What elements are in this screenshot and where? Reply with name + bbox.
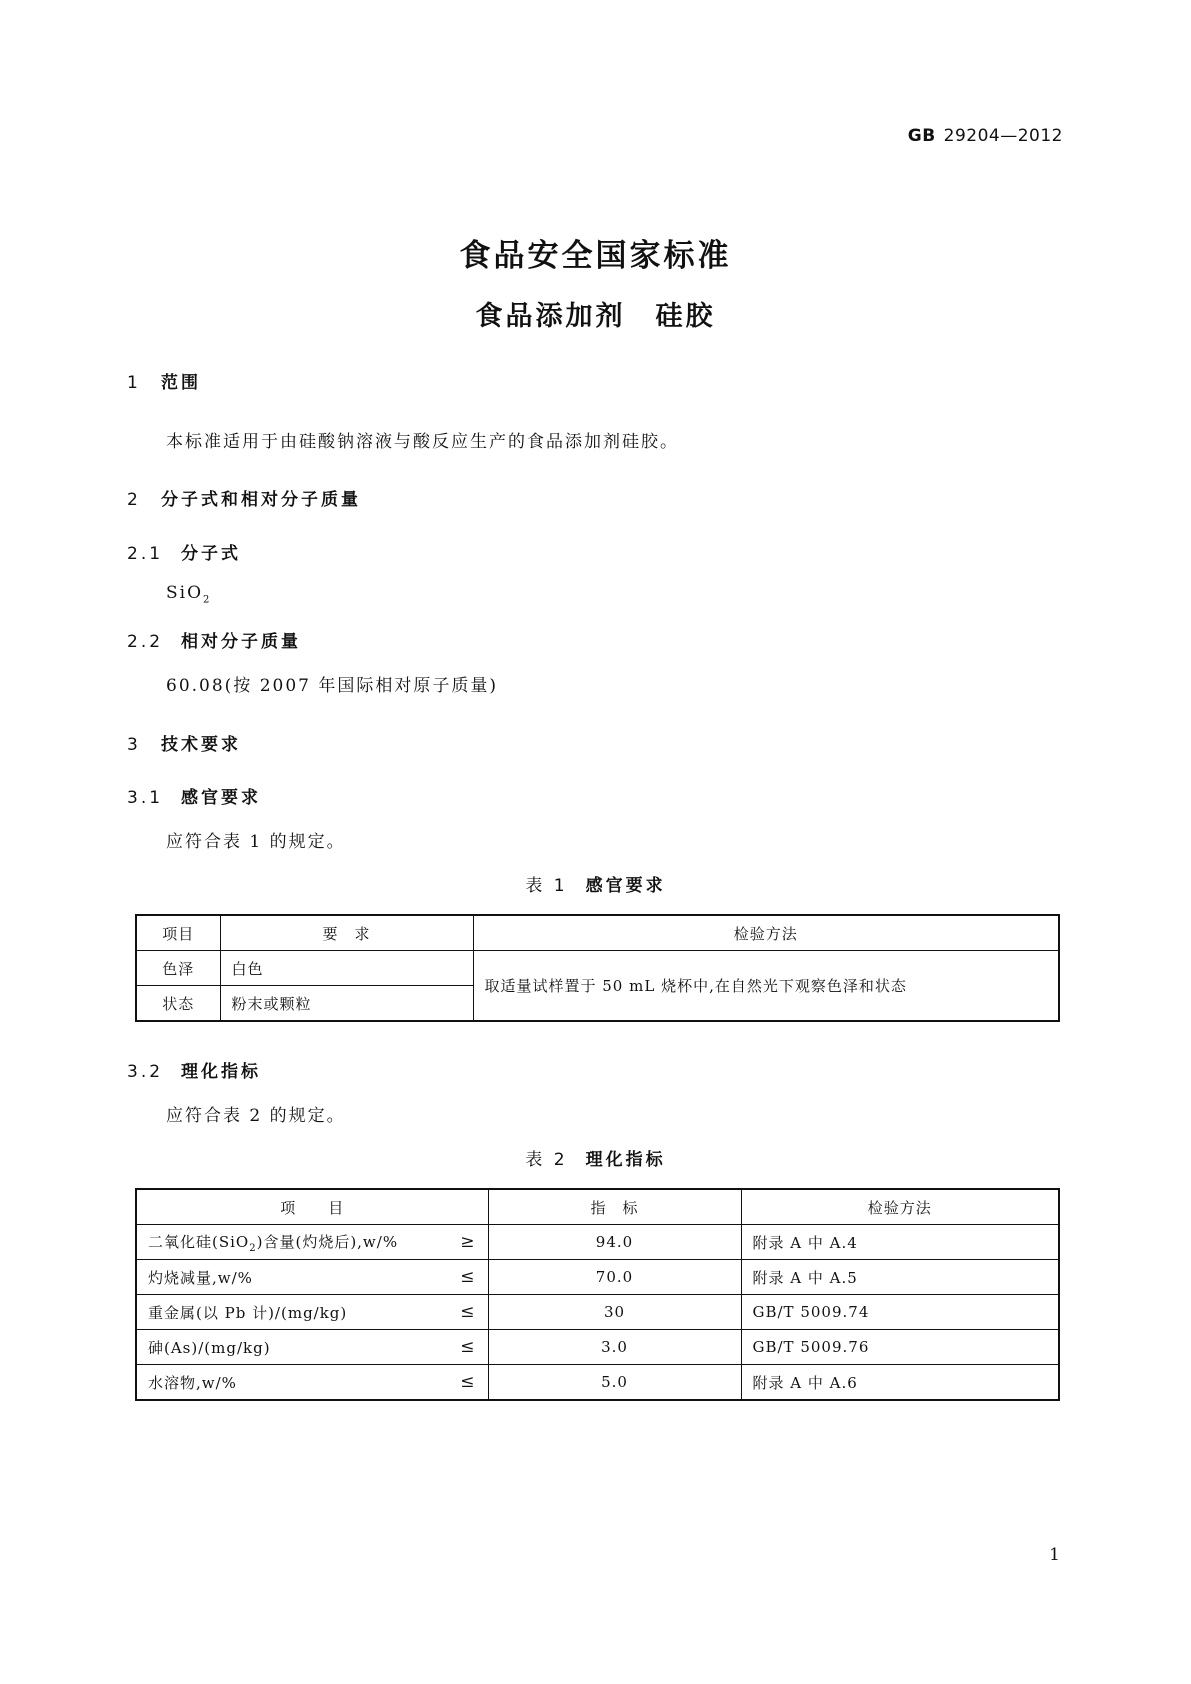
table-number: 表 2	[525, 1150, 568, 1170]
section-1-heading	[127, 368, 201, 393]
standard-subtitle: 食品添加剂 硅胶	[475, 301, 716, 332]
section-number: 3.1	[127, 788, 164, 808]
table-row	[136, 1295, 1059, 1330]
cell-value: 3.0	[488, 1330, 741, 1365]
table-row	[136, 1365, 1059, 1401]
standard-title: 食品安全国家标准	[459, 238, 732, 274]
page-number: 1	[1049, 1545, 1060, 1565]
cell-method: GB/T 5009.74	[741, 1295, 1059, 1330]
molecular-formula: SiO$_2$	[166, 583, 212, 606]
table-row	[136, 1330, 1059, 1365]
cell-value: 70.0	[488, 1260, 741, 1295]
table-row	[136, 1225, 1059, 1260]
section-3-2-heading	[127, 1057, 261, 1082]
section-title: 技术要求	[161, 735, 241, 755]
document-number	[908, 126, 1063, 146]
section-3-1-text: 应符合表 1 的规定。	[166, 832, 346, 852]
table-title: 理化指标	[585, 1150, 666, 1170]
column-header-indicator: 指 标	[488, 1189, 741, 1225]
cell-requirement: 白色	[220, 951, 473, 986]
section-title: 分子式和相对分子质量	[161, 490, 361, 510]
column-header-method: 检验方法	[473, 915, 1059, 951]
column-header-requirement: 要 求	[220, 915, 473, 951]
cell-item: 二氧化硅(SiO$_2$)含量(灼烧后),w/% ≥	[136, 1225, 488, 1260]
table-row	[136, 951, 1059, 986]
cell-method: 附录 A 中 A.5	[741, 1260, 1059, 1295]
table-header-row	[136, 915, 1059, 951]
section-number: 1	[127, 373, 141, 393]
section-number: 3	[127, 735, 141, 755]
table-2-caption	[0, 1145, 1191, 1170]
section-number: 2.1	[127, 544, 164, 564]
section-title: 感官要求	[181, 788, 261, 808]
table-title: 感官要求	[585, 876, 666, 896]
comparison-symbol: ≤	[460, 1372, 476, 1392]
cell-item: 重金属(以 Pb 计)/(mg/kg) ≤	[136, 1295, 488, 1330]
cell-method: 附录 A 中 A.4	[741, 1225, 1059, 1260]
section-title: 理化指标	[181, 1062, 261, 1082]
cell-item: 砷(As)/(mg/kg) ≤	[136, 1330, 488, 1365]
cell-value: 30	[488, 1295, 741, 1330]
doc-number: 29204—2012	[943, 126, 1063, 146]
column-header-item: 项 目	[136, 1189, 488, 1225]
column-header-item: 项目	[136, 915, 220, 951]
section-title: 范围	[161, 373, 201, 393]
section-number: 2	[127, 490, 141, 510]
table-1-caption	[0, 871, 1191, 896]
comparison-symbol: ≤	[460, 1337, 476, 1357]
comparison-symbol: ≥	[460, 1232, 476, 1252]
comparison-symbol: ≤	[460, 1267, 476, 1287]
cell-item: 灼烧减量,w/% ≤	[136, 1260, 488, 1295]
section-3-2-text: 应符合表 2 的规定。	[166, 1106, 346, 1126]
table-row	[136, 1260, 1059, 1295]
section-title: 分子式	[181, 544, 241, 564]
cell-item: 状态	[136, 986, 220, 1022]
section-number: 2.2	[127, 632, 164, 652]
section-1-text: 本标准适用于由硅酸钠溶液与酸反应生产的食品添加剂硅胶。	[166, 432, 679, 452]
sensory-requirements-table	[135, 914, 1060, 1022]
column-header-method: 检验方法	[741, 1189, 1059, 1225]
cell-method: 附录 A 中 A.6	[741, 1365, 1059, 1401]
table-header-row	[136, 1189, 1059, 1225]
section-2-2-heading	[127, 627, 301, 652]
table-number: 表 1	[525, 876, 568, 896]
section-title: 相对分子质量	[181, 632, 301, 652]
section-2-1-heading	[127, 539, 241, 564]
section-2-heading	[127, 485, 361, 510]
section-number: 3.2	[127, 1062, 164, 1082]
cell-item: 色泽	[136, 951, 220, 986]
section-3-1-heading	[127, 783, 261, 808]
doc-prefix: GB	[907, 126, 936, 146]
section-3-heading	[127, 730, 241, 755]
cell-item: 水溶物,w/% ≤	[136, 1365, 488, 1401]
cell-method: GB/T 5009.76	[741, 1330, 1059, 1365]
cell-value: 94.0	[488, 1225, 741, 1260]
cell-method: 取适量试样置于 50 mL 烧杯中,在自然光下观察色泽和状态	[473, 951, 1059, 1022]
cell-requirement: 粉末或颗粒	[220, 986, 473, 1022]
cell-value: 5.0	[488, 1365, 741, 1401]
comparison-symbol: ≤	[460, 1302, 476, 1322]
molecular-mass: 60.08(按 2007 年国际相对原子质量)	[166, 676, 499, 696]
physicochemical-indicators-table	[135, 1188, 1060, 1401]
